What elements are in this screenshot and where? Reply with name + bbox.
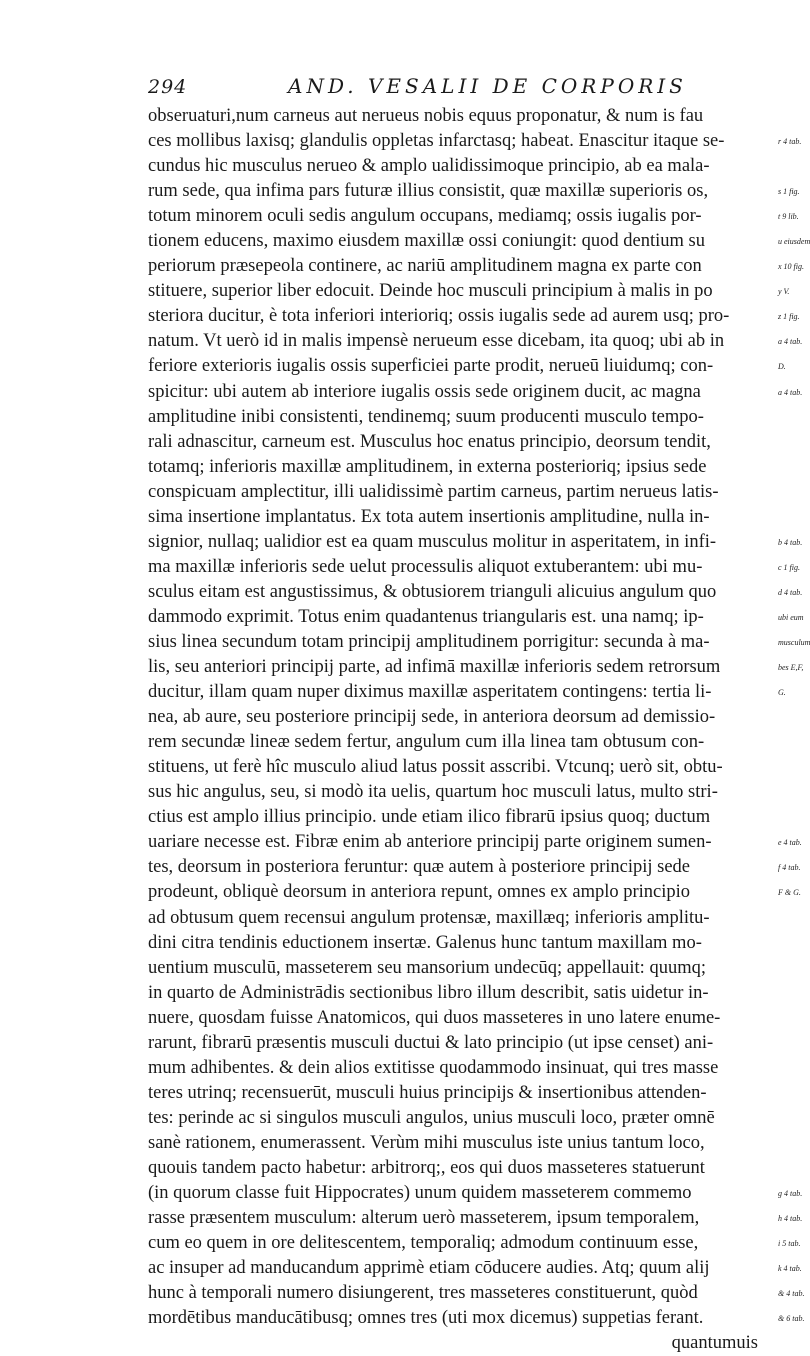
text-line: uentium musculū, masseterem seu mansorium undecūq; appellauit: quumq; bbox=[148, 957, 706, 978]
text-line: quouis tandem pacto habetur: arbitrorq;, eos qui duos masseteres statuerunt bbox=[148, 1157, 705, 1178]
text-line: tes: perinde ac si singulos musculi angulos, unius musculi loco, præter omnē bbox=[148, 1107, 715, 1128]
margin-note bbox=[778, 755, 800, 780]
margin-note bbox=[778, 505, 800, 530]
margin-note: t 9 lib. bbox=[778, 212, 799, 222]
text-line: lis, seu anteriori principij parte, ad infimā maxillæ inferioris sedem retrorsum bbox=[148, 657, 721, 678]
text-line: obseruaturi,num carneus aut nerueus nobis equus proponatur, & num is fau bbox=[148, 106, 704, 126]
text-line: hunc à temporali numero disiungerent, tres masseteres constituerunt, quòd bbox=[148, 1283, 698, 1304]
margin-note: a 4 tab. bbox=[778, 387, 803, 397]
text-line: conspicuam amplectitur, illi ualidissimè partim carneus, partim nerueus latis- bbox=[148, 481, 719, 502]
text-line: in quarto de Administrādis sectionibus libro illum describit, satis uidetur in- bbox=[148, 982, 709, 1003]
text-line: dammodo exprimit. Totus enim quadantenus triangularis est. una namq; ip- bbox=[148, 606, 704, 627]
margin-note: g 4 tab. bbox=[778, 1189, 803, 1199]
text-line: feriore exterioris iugalis ossis superficiei parte prodit, nerueū liuidumq; con- bbox=[148, 356, 714, 377]
text-line: tes, deorsum in posteriora feruntur: quæ autem à posteriore principij sede bbox=[148, 857, 691, 878]
margin-note bbox=[778, 1131, 800, 1156]
text-line: rem secundæ lineæ sedem fertur, angulum cum illa linea tam obtusum con- bbox=[148, 732, 705, 753]
text-line: uariare necesse est. Fibræ enim ab anteriore principij parte originem sumen- bbox=[148, 832, 712, 853]
text-line: nea, ab aure, seu posteriore principij sede, in anteriora deorsum ad demissio- bbox=[148, 707, 716, 728]
margin-note: c 1 fig. bbox=[778, 562, 800, 572]
margin-note bbox=[778, 154, 800, 179]
text-line: dini citra tendinis eductionem insertæ. Galenus hunc tantum maxillam mo- bbox=[148, 932, 702, 953]
page-header bbox=[148, 74, 788, 102]
margin-note: x 10 fig. bbox=[778, 262, 804, 272]
margin-note: G. bbox=[778, 688, 786, 698]
main-text-block bbox=[148, 104, 778, 1356]
text-line: ctius est amplo illius principio. unde etiam ilico fibrarū ipsius quoq; ductum bbox=[148, 807, 711, 828]
text-line: cundus hic musculus nerueo & amplo ualidissimoque principio, ab ea mala- bbox=[148, 156, 710, 177]
text-line: prodeunt, obliquè deorsum in anteriora repunt, omnes ex amplo principio bbox=[148, 882, 691, 903]
text-line: natum. Vt uerò id in malis impensè nerueum esse dicebam, ita quoq; ubi ab in bbox=[148, 331, 725, 352]
text-line: cum eo quem in ore delitescentem, temporaliq; admodum continuum esse, bbox=[148, 1233, 699, 1254]
margin-note: musculum bbox=[778, 637, 810, 647]
margin-note: d 4 tab. bbox=[778, 587, 803, 597]
text-line: sima insertione implantatus. Ex tota autem insertionis amplitudine, nulla in- bbox=[148, 506, 710, 527]
text-line: ad obtusum quem recensui angulum protensæ, maxillæq; inferioris amplitu- bbox=[148, 907, 710, 928]
margin-note: h 4 tab. bbox=[778, 1214, 803, 1224]
margin-note: k 4 tab. bbox=[778, 1264, 802, 1274]
margin-note bbox=[778, 1106, 800, 1131]
margin-note bbox=[778, 956, 800, 981]
margin-note bbox=[778, 1081, 800, 1106]
running-title: AND. VESALII DE CORPORIS bbox=[288, 74, 687, 98]
margin-note: y V. bbox=[778, 287, 790, 297]
text-line: rum sede, qua infima pars futuræ illius consistit, quæ maxillæ superioris os, bbox=[148, 181, 709, 202]
margin-notes bbox=[778, 104, 810, 1331]
margin-note bbox=[778, 1006, 800, 1031]
margin-note: i 5 tab. bbox=[778, 1239, 801, 1249]
text-line: rarunt, fibrarū præsentis musculi ductui & lato principio (ut ipse censet) ani- bbox=[148, 1032, 714, 1053]
text-line: ac insuper ad manducandum apprimè etiam cōducere audies. Atq; quum alij bbox=[148, 1258, 710, 1279]
margin-note bbox=[778, 405, 800, 430]
margin-note bbox=[778, 931, 800, 956]
margin-note: & 4 tab. bbox=[778, 1289, 805, 1299]
margin-note: a 4 tab. bbox=[778, 337, 803, 347]
text-line: periorum præsepeola continere, ac nariū amplitudinem magna ex parte con bbox=[148, 256, 702, 277]
text-line: steriora ducitur, è tota inferiori interioriq; ossis iugalis sede ad aurem usq; pro- bbox=[148, 306, 730, 327]
margin-note: u eiusdem bbox=[778, 237, 810, 247]
margin-note: f 4 tab. bbox=[778, 863, 801, 873]
margin-note: b 4 tab. bbox=[778, 537, 803, 547]
text-line: mum adhibentes. & dein alios extitisse quodammodo insinuat, qui tres masse bbox=[148, 1057, 719, 1078]
margin-note bbox=[778, 705, 800, 730]
margin-note bbox=[778, 480, 800, 505]
margin-note bbox=[778, 104, 800, 129]
text-line: mordētibus manducātibusq; omnes tres (uti mox dicemus) suppetias ferant. bbox=[148, 1308, 704, 1329]
margin-note: D. bbox=[778, 362, 786, 372]
text-line: signior, nullaq; ualidior est ea quam musculus molitur in asperitatem, in infi- bbox=[148, 531, 717, 552]
text-line: sius linea secundum totam principij amplitudinem porrigitur: secunda à ma- bbox=[148, 631, 710, 652]
text-line: nuere, quosdam fuisse Anatomicos, qui duos masseteres in uno latere enume- bbox=[148, 1007, 721, 1028]
margin-note bbox=[778, 906, 800, 931]
margin-note bbox=[778, 455, 800, 480]
margin-note: F & G. bbox=[778, 888, 801, 898]
text-line: ducitur, illam quam nuper diximus maxillæ asperitatem contingens: tertia li- bbox=[148, 682, 712, 703]
margin-note: s 1 fig. bbox=[778, 187, 800, 197]
text-line: ma maxillæ inferioris sede uelut processulis aliquot extuberantem: ubi mu- bbox=[148, 556, 703, 577]
text-line: sculus eitam est angustissimus, & obtusiorem trianguli alicuius angulum quo bbox=[148, 581, 717, 602]
margin-note bbox=[778, 780, 800, 805]
text-line: totum minorem oculi sedis angulum occupans, mediamq; ossis iugalis por- bbox=[148, 206, 702, 227]
margin-note bbox=[778, 1156, 800, 1181]
margin-note: bes E,F, bbox=[778, 663, 804, 673]
text-line: amplitudine inibi consistenti, tendinemq; suum producenti musculo tempo- bbox=[148, 406, 704, 427]
text-line: rasse præsentem musculum: alterum uerò masseterem, ipsum temporalem, bbox=[148, 1208, 700, 1229]
margin-note: ubi eum bbox=[778, 612, 804, 622]
margin-note bbox=[778, 1056, 800, 1081]
margin-note: e 4 tab. bbox=[778, 838, 802, 848]
text-line: spicitur: ubi autem ab interiore iugalis ossis sede originem ducit, ac magna bbox=[148, 381, 701, 402]
text-line: (in quorum classe fuit Hippocrates) unum quidem masseterem commemo bbox=[148, 1183, 692, 1204]
text-line: rali adnascitur, carneum est. Musculus hoc enatus principio, deorsum tendit, bbox=[148, 431, 711, 452]
margin-note: z 1 fig. bbox=[778, 312, 800, 322]
page-number: 294 bbox=[148, 76, 188, 98]
margin-note bbox=[778, 981, 800, 1006]
margin-note bbox=[778, 805, 800, 830]
text-line: totamq; inferioris maxillæ amplitudinem, in externa posterioriq; ipsius sede bbox=[148, 456, 707, 477]
text-line: stituere, superior liber edocuit. Deinde hoc musculi principium à malis in po bbox=[148, 281, 713, 302]
margin-note: r 4 tab. bbox=[778, 137, 802, 147]
text-line: tionem educens, maximo eiusdem maxillæ ossi coniungit: quod dentium su bbox=[148, 231, 705, 252]
margin-note bbox=[778, 430, 800, 455]
text-line: ces mollibus laxisq; glandulis oppletas infarctasq; habeat. Enascitur itaque se- bbox=[148, 131, 725, 152]
text-line: sus hic angulus, seu, si modò ita uelis, quartum hoc musculi latus, multo stri- bbox=[148, 782, 718, 803]
text-line: stituens, ut ferè hîc musculo aliud latus possit asscribi. Vtcunq; uerò sit, obtu- bbox=[148, 757, 723, 778]
text-line: quantumuis bbox=[671, 1333, 758, 1354]
margin-note bbox=[778, 730, 800, 755]
text-line: sanè rationem, enumerassent. Verùm mihi musculus iste unius tantum loco, bbox=[148, 1132, 705, 1153]
margin-note bbox=[778, 1031, 800, 1056]
text-line: teres utrinq; recensuerūt, musculi huius principijs & insertionibus attenden- bbox=[148, 1082, 707, 1103]
margin-note: & 6 tab. bbox=[778, 1314, 805, 1324]
